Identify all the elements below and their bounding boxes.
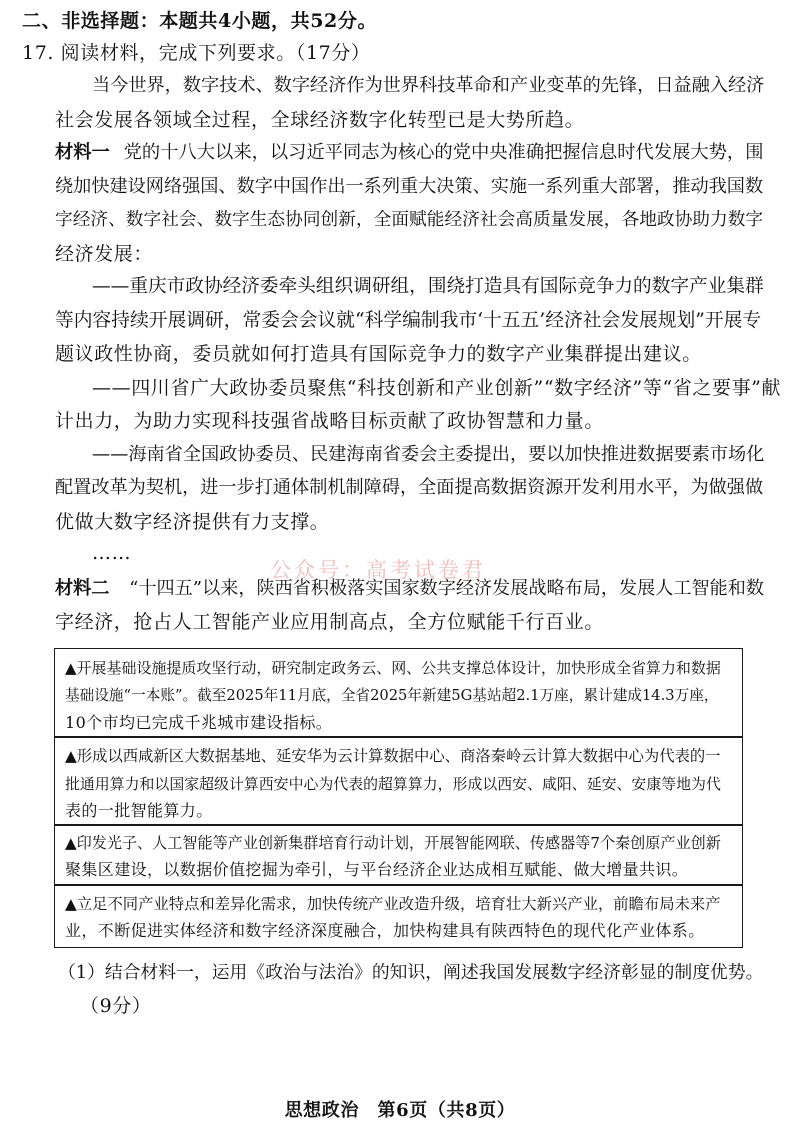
box-line: 业，不断促进实体经济和数字经济深度融合，加快构建具有陕西特色的现代化产业体系。	[65, 921, 705, 940]
intro-line: 社会发展各领域全过程，全球经济数字化转型已是大势所趋。	[55, 109, 585, 131]
material1-item-line: ——重庆市政协经济委牵头组织调研组，围绕打造具有国际竞争力的数字产业集群	[92, 276, 764, 297]
material2-box	[54, 884, 743, 948]
box-line: ▲开展基础设施提质攻坚行动，研究制定政务云、网、公共支撑总体设计，加快形成全省算力和数据	[65, 659, 721, 677]
material1-line: 经济发展：	[55, 243, 154, 265]
material1-item-line: ——四川省广大政协委员聚焦“科技创新和产业创新”“数字经济”等“省之要事”献	[92, 377, 782, 399]
material2-text: “十四五”以来，陕西省积极落实国家数字经济发展战略布局，发展人工智能和数	[129, 578, 764, 599]
material2-box	[54, 824, 743, 886]
box-line: ▲立足不同产业特点和差异化需求，加快传统产业改造升级，培育壮大新兴产业，前瞻布局未来产	[65, 895, 721, 913]
box-line: ▲印发光子、人工智能等产业创新集群培育行动计划，开展智能网联、传感器等7个秦创原产业创新	[65, 834, 721, 852]
material1-item-line: 计出力，为助力实现科技强省战略目标贡献了政协智慧和力量。	[55, 410, 604, 432]
material1-item-line: 配置改革为契机，进一步打通体制机制障碍，全面提高数据资源开发利用水平，为做强做	[55, 477, 764, 498]
question-title: 17. 阅读材料，完成下列要求。（17分）	[22, 42, 371, 64]
material2-box	[54, 736, 743, 826]
box-line: ▲形成以西咸新区大数据基地、延安华为云计算数据中心、商洛秦岭云计算大数据中心为代表的一	[65, 747, 721, 765]
sub-question-score: （9分）	[80, 995, 152, 1017]
section-header: 二、非选择题：本题共4小题，共52分。	[22, 10, 378, 32]
box-line: 批通用算力和以国家超级计算西安中心为代表的超算算力，形成以西安、咸阳、延安、安康等地为代	[65, 775, 721, 793]
material1-first-line	[55, 140, 764, 166]
material1-line: 绕加快建设网络强国、数字中国作出一系列重大决策、实施一系列重大部署，推动我国数	[55, 176, 764, 197]
material1-item-line: 题议政性协商，委员就如何打造具有国际竞争力的数字产业集群提出建议。	[55, 343, 702, 365]
ellipsis: ……	[92, 542, 132, 564]
page-footer: 思想政治 第6页（共8页）	[284, 1100, 516, 1121]
watermark: 公众号：高考试卷君	[270, 558, 486, 582]
material2-box	[54, 648, 743, 738]
box-line: 表的一批智能算力。	[65, 801, 213, 820]
material1-item-line: 优做大数字经济提供有力支撑。	[55, 511, 330, 533]
box-line: 10个市均已完成千兆城市建设指标。	[65, 713, 333, 732]
box-line: 聚集区建设，以数据价值挖掘为牵引，与平台经济企业达成相互赋能、做大增量共识。	[65, 860, 689, 879]
material1-label: 材料一	[55, 142, 110, 163]
intro-line: 当今世界，数字技术、数字经济作为世界科技革命和产业变革的先锋，日益融入经济	[92, 75, 765, 96]
material2-label: 材料二	[55, 578, 110, 599]
material1-text: 党的十八大以来，以习近平同志为核心的党中央准确把握信息时代发展大势，围	[123, 142, 764, 163]
material1-item-line: 等内容持续开展调研，常委会会议就“科学编制我市‘十五五’经济社会发展规划”开展专	[55, 310, 762, 331]
material1-item-line: ——海南省全国政协委员、民建海南省委会主委提出，要以加快推进数据要素市场化	[92, 444, 765, 465]
box-line: 基础设施“一本账”。截至2025年11月底，全省2025年新建5G基站超2.1万座，累计建成14.3万座，	[65, 687, 719, 704]
material1-line: 字经济、数字社会、数字生态协同创新，全面赋能经济社会高质量发展，各地政协助力数字	[55, 210, 764, 230]
material2-line: 字经济，抢占人工智能产业应用制高点，全方位赋能千行百业。	[55, 611, 604, 633]
sub-question: （1）结合材料一，运用《政治与法治》的知识，阐述我国发展数字经济彰显的制度优势。	[58, 962, 764, 983]
